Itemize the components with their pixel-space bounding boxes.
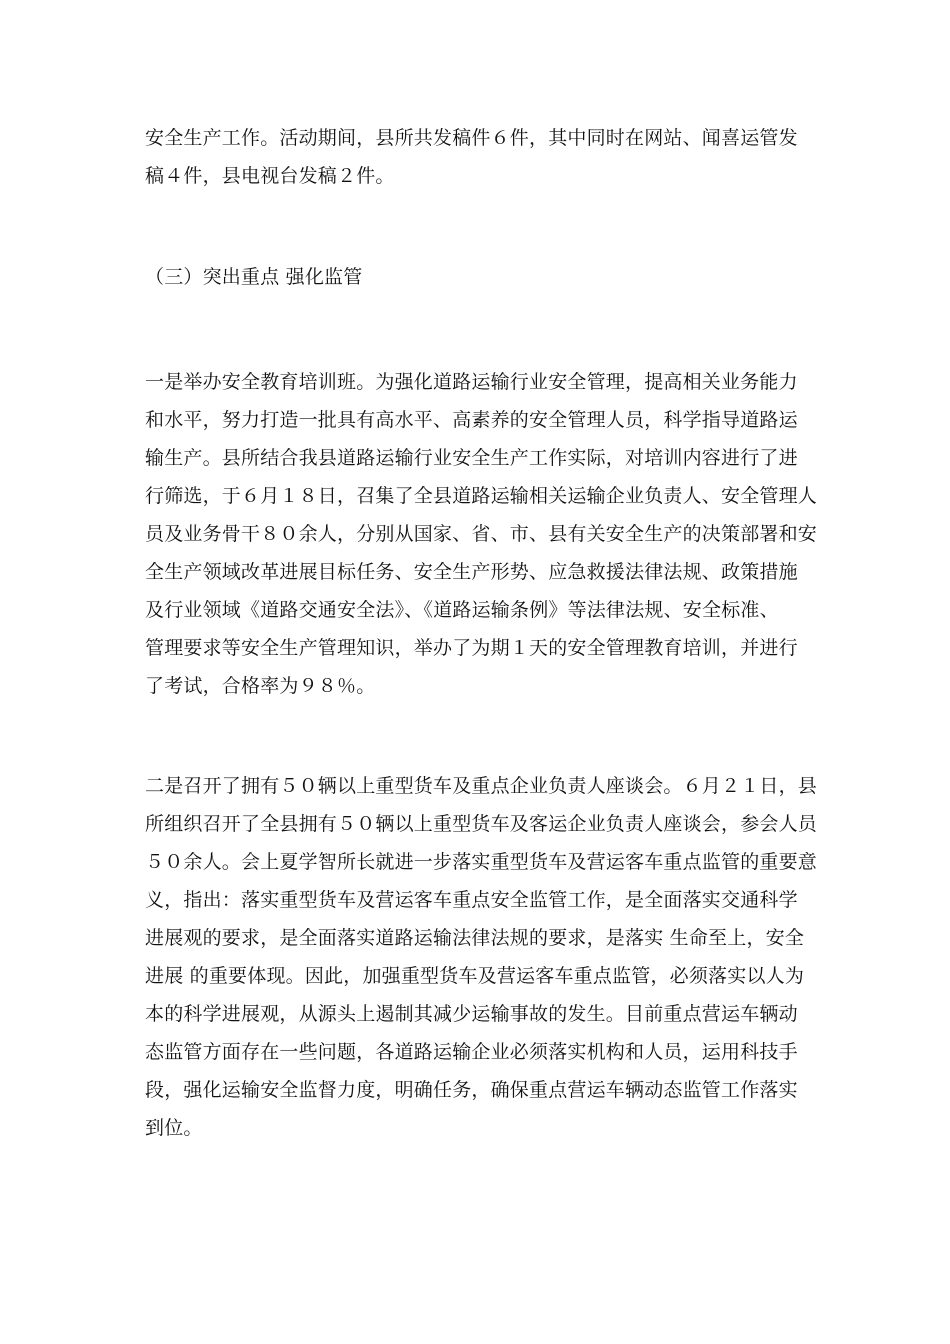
paragraph-2-line-5: 员及业务骨干８０余人，分别从国家、省、市、县有关安全生产的决策部署和安 (145, 523, 818, 545)
paragraph-3-line-7: 本的科学进展观，从源头上遏制其减少运输事故的发生。目前重点营运车辆动 (145, 1003, 798, 1025)
paragraph-3-line-4: 义，指出：落实重型货车及营运客车重点安全监管工作，是全面落实交通科学 (145, 889, 798, 911)
paragraph-2-line-7: 及行业领域《道路交通安全法》、《道路运输条例》等法律法规、安全标准、 (145, 599, 779, 621)
section-heading-3: （三）突出重点 强化监管 (145, 266, 363, 288)
paragraph-3-line-8: 态监管方面存在一些问题，各道路运输企业必须落实机构和人员，运用科技手 (145, 1041, 798, 1063)
paragraph-1-line-1: 安全生产工作。活动期间，县所共发稿件６件，其中同时在网站、闻喜运管发 (145, 127, 798, 149)
paragraph-2-line-4: 行筛选，于６月１８日，召集了全县道路运输相关运输企业负责人、安全管理人 (145, 485, 818, 507)
paragraph-2-line-6: 全生产领域改革进展目标任务、安全生产形势、应急救援法律法规、政策措施 (145, 561, 798, 583)
paragraph-3-line-2: 所组织召开了全县拥有５０辆以上重型货车及客运企业负责人座谈会，参会人员 (145, 813, 818, 835)
paragraph-3-line-6: 进展 的重要体现。因此，加强重型货车及营运客车重点监管，必须落实以人为 (145, 965, 805, 987)
paragraph-2-line-3: 输生产。县所结合我县道路运输行业安全生产工作实际，对培训内容进行了进 (145, 447, 798, 469)
paragraph-2-line-9: 了考试，合格率为９８％。 (145, 675, 376, 697)
paragraph-2-line-2: 和水平，努力打造一批具有高水平、高素养的安全管理人员，科学指导道路运 (145, 409, 798, 431)
paragraph-3-line-3: ５０余人。会上夏学智所长就进一步落实重型货车及营运客车重点监管的重要意 (145, 851, 818, 873)
paragraph-3-line-9: 段，强化运输安全监督力度，明确任务，确保重点营运车辆动态监管工作落实 (145, 1079, 798, 1101)
paragraph-2-line-1: 一是举办安全教育培训班。为强化道路运输行业安全管理，提高相关业务能力 (145, 371, 798, 393)
paragraph-3-line-5: 进展观的要求，是全面落实道路运输法律法规的要求，是落实 生命至上，安全 (145, 927, 805, 949)
paragraph-1-line-2: 稿４件，县电视台发稿２件。 (145, 165, 395, 187)
paragraph-3-line-10: 到位。 (145, 1117, 203, 1139)
paragraph-2-line-8: 管理要求等安全生产管理知识，举办了为期１天的安全管理教育培训，并进行 (145, 637, 798, 659)
paragraph-3-line-1: 二是召开了拥有５０辆以上重型货车及重点企业负责人座谈会。６月２１日，县 (145, 775, 818, 797)
